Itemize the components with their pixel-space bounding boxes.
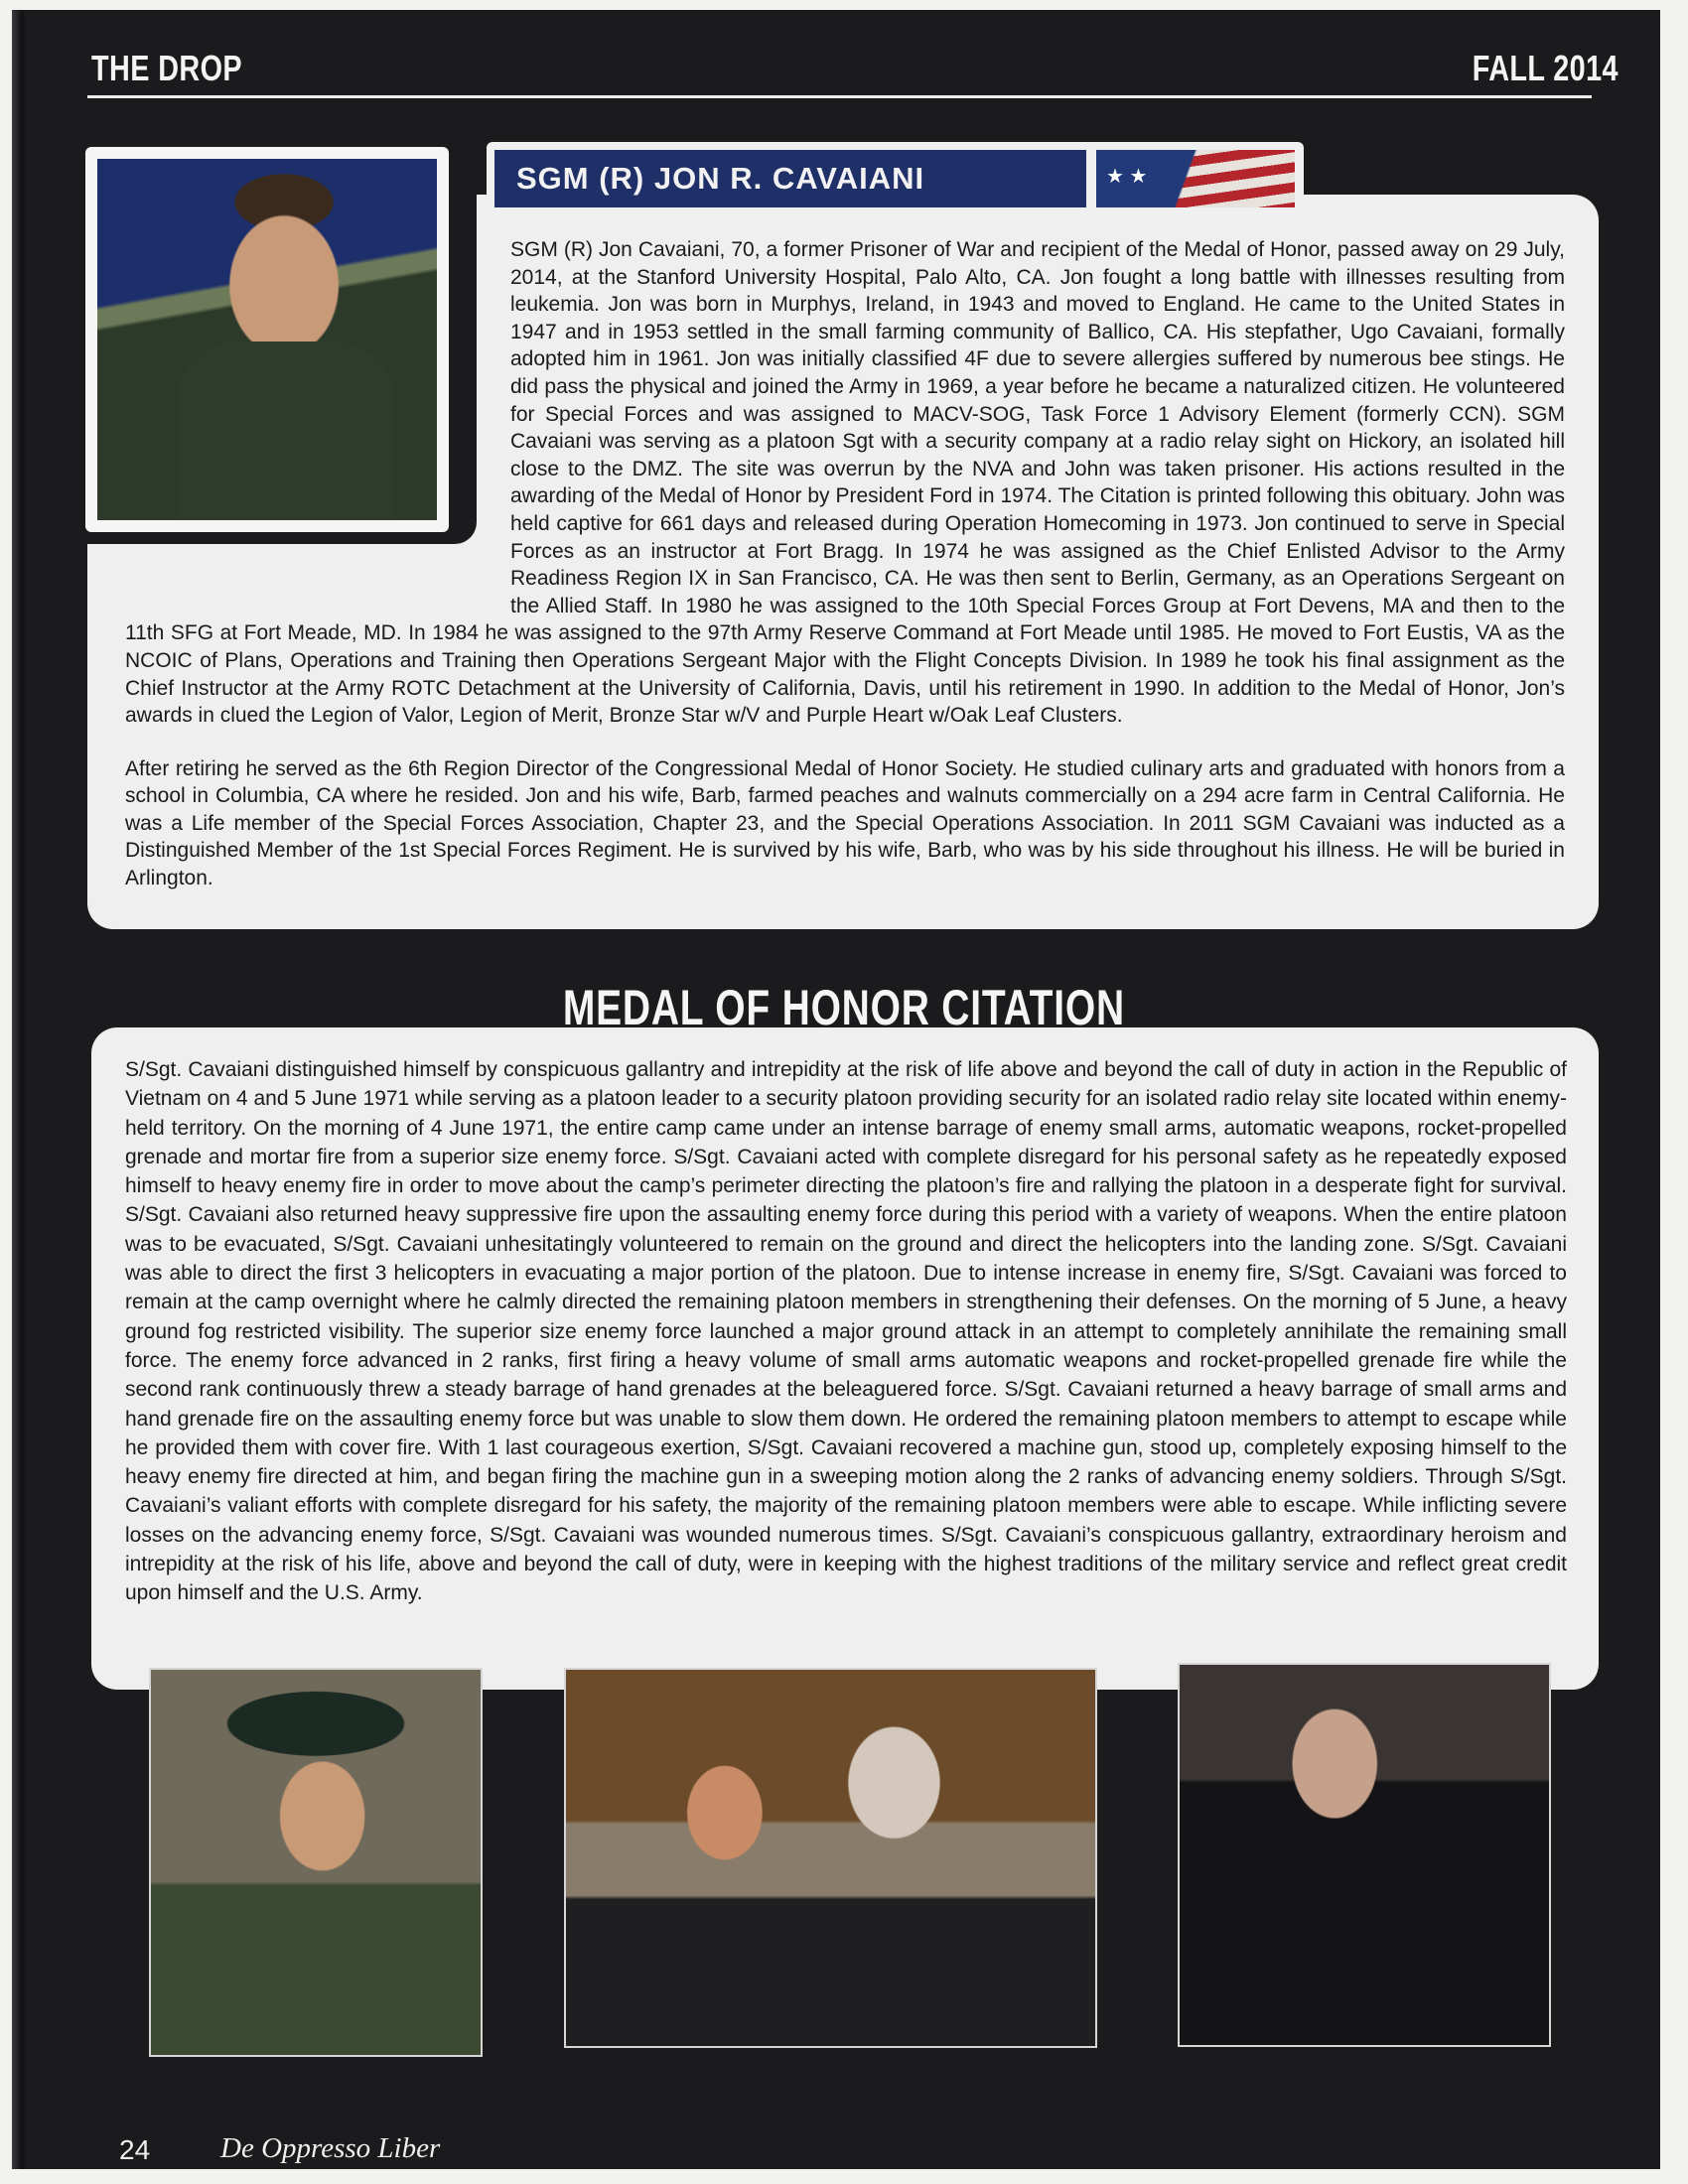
issue-label: FALL 2014 bbox=[1472, 48, 1618, 88]
obituary-paragraph-1: SGM (R) Jon Cavaiani, 70, a former Prisoner of War and recipient of the Medal of Honor, passed away on 29 July, 2014, at the Stanford University Hospital, Palo Alto, CA. Jon fought a long battle with illnesses resulting from leukemia. Jon was born in Murphys, Ireland, in 1943 and moved to England. He came to the United States in 1947 and in 1953 settled in the small farming community of Ballico, CA. His stepfather, Ugo Cavaiani, formally adopted him in 1961. Jon was initially classified 4F due to severe allergies suffered by numerous bee stings. He did pass the physical and joined the Army in 1969, a year before he became a naturalized citizen. He volunteered for Special Forces and was assigned to MACV-SOG, Task Force 1 Advisory Element (formerly CCN). SGM Cavaiani was serving as a platoon Sgt with a security company at a radio relay sight on Hickory, an isolated hill close to the DMZ. The site was overrun by the NVA and John was taken prisoner. His actions resulted in the awarding of the Medal of Honor by President Ford in 1974. The Citation is printed following this obituary. John was held captive for 661 days and released during Operation Homecoming in 1973. Jon continued to serve in Special Forces as an instructor at Fort Bragg. In 1974 he was assigned as the Chief Enlisted Advisor to the Army Readiness Region IX in San Francisco, CA. He was then sent to Berlin, Germany, as an Operations Sergeant on the Allied Staff. In 1980 he was assigned to the 10th Special Forces Group at Fort Devens, MA and then to the 11th SFG at Fort Meade, MD. In 1984 he was assigned to the 97th Army Reserve Command at Fort Meade until 1985. He moved to Fort Eustis, VA as the NCOIC of Plans, Operations and Training then Operations Sergeant Major with the Flight Concepts Division. In 1989 he took his final assignment as the Chief Instructor at the Army ROTC Detachment at the University of California, Davis, until his retirement in 1990. In addition to the Medal of Honor, Jon’s awards in clued the Legion of Valor, Legion of Merit, Bronze Star w/V and Purple Heart w/Oak Leaf Clusters. bbox=[125, 238, 1565, 728]
header-rule bbox=[87, 95, 1592, 98]
portrait-photo-frame bbox=[85, 147, 449, 532]
citation-title-text: MEDAL OF HONOR CITATION bbox=[562, 980, 1126, 1035]
publication-title: THE DROP bbox=[91, 48, 243, 88]
page-number: 24 bbox=[119, 2134, 151, 2165]
obituary-paragraph-2: After retiring he served as the 6th Region Director of the Congressional Medal of Honor Society. He studied culinary arts and graduated with honors from a school in Columbia, CA where he resided. Jon and his wife, Barb, farmed peaches and walnuts commercially on a 294 acre farm in Central California. He was a Life member of the Special Forces Association, Chapter 23, and the Special Operations Association. In 2011 SGM Cavaiani was inducted as a Distinguished Member of the 1st Special Forces Regiment. He is survived by his wife, Barb, who was by his side throughout his illness. He will be buried in Arlington. bbox=[125, 756, 1565, 890]
flag-graphic bbox=[1096, 150, 1295, 207]
magazine-name: De Oppresso Liber bbox=[220, 2132, 441, 2164]
name-banner bbox=[487, 142, 1304, 215]
obituary-name: SGM (R) JON R. CAVAIANI bbox=[494, 150, 1086, 207]
portrait-photo bbox=[97, 159, 437, 520]
painted-portrait-photo bbox=[149, 1668, 483, 2057]
citation-text: S/Sgt. Cavaiani distinguished himself by conspicuous gallantry and intrepidity at the risk of life above and beyond the call of duty in action in the Republic of Vietnam on 4 and 5 June 1971 while serving as a platoon leader to a security platoon providing security for an isolated radio relay site located within enemy-held territory. On the morning of 4 June 1971, the entire camp came under an intense barrage of enemy small arms, automatic weapons, rocket-propelled grenade and mortar fire from a superior size enemy force. S/Sgt. Cavaiani acted with complete disregard for his personal safety as he repeatedly exposed himself to heavy enemy fire in order to move about the camp’s perimeter directing the platoon’s fire and rallying the platoon in a desperate fight for survival. S/Sgt. Cavaiani also returned heavy suppressive fire upon the assaulting enemy force during this period with a variety of weapons. When the entire platoon was to be evacuated, S/Sgt. Cavaiani unhesitatingly volunteered to remain on the ground and direct the helicopters into the landing zone. S/Sgt. Cavaiani was able to direct the first 3 helicopters in evacuating a major portion of the platoon. Due to intense increase in enemy fire, S/Sgt. Cavaiani was forced to remain at the camp overnight where he calmly directed the remaining platoon members in strengthening their defenses. On the morning of 5 June, a heavy ground fog restricted visibility. The superior size enemy force launched a major ground attack in an attempt to completely annihilate the remaining small force. The enemy force advanced in 2 ranks, first firing a heavy volume of small arms automatic weapons and rocket-propelled grenade fire while the second rank continuously threw a steady barrage of hand grenades at the beleaguered force. S/Sgt. Cavaiani returned a heavy barrage of small arms and hand grenade fire on the assaulting enemy force but was unable to slow them down. He ordered the remaining platoon members to attempt to escape while he provided them with cover fire. With 1 last courageous exertion, S/Sgt. Cavaiani recovered a machine gun, stood up, completely exposing himself to the heavy enemy fire directed at him, and began firing the machine gun in a sweeping motion along the 2 ranks of advancing enemy soldiers. Through S/Sgt. Cavaiani’s valiant efforts with complete disregard for his safety, the majority of the remaining platoon members were able to escape. While inflicting severe losses on the advancing enemy force, S/Sgt. Cavaiani was wounded numerous times. S/Sgt. Cavaiani’s conspicuous gallantry, extraordinary heroism and intrepidity at the risk of his life, above and beyond the call of duty, were in keeping with the highest traditions of the military service and reflect great credit upon himself and the U.S. Army. bbox=[125, 1058, 1567, 1605]
speaking-photo bbox=[1178, 1663, 1551, 2047]
citation-panel bbox=[91, 1027, 1599, 1690]
couple-photo bbox=[564, 1668, 1097, 2048]
page-spine bbox=[12, 10, 26, 2169]
citation-title bbox=[0, 979, 1688, 1036]
